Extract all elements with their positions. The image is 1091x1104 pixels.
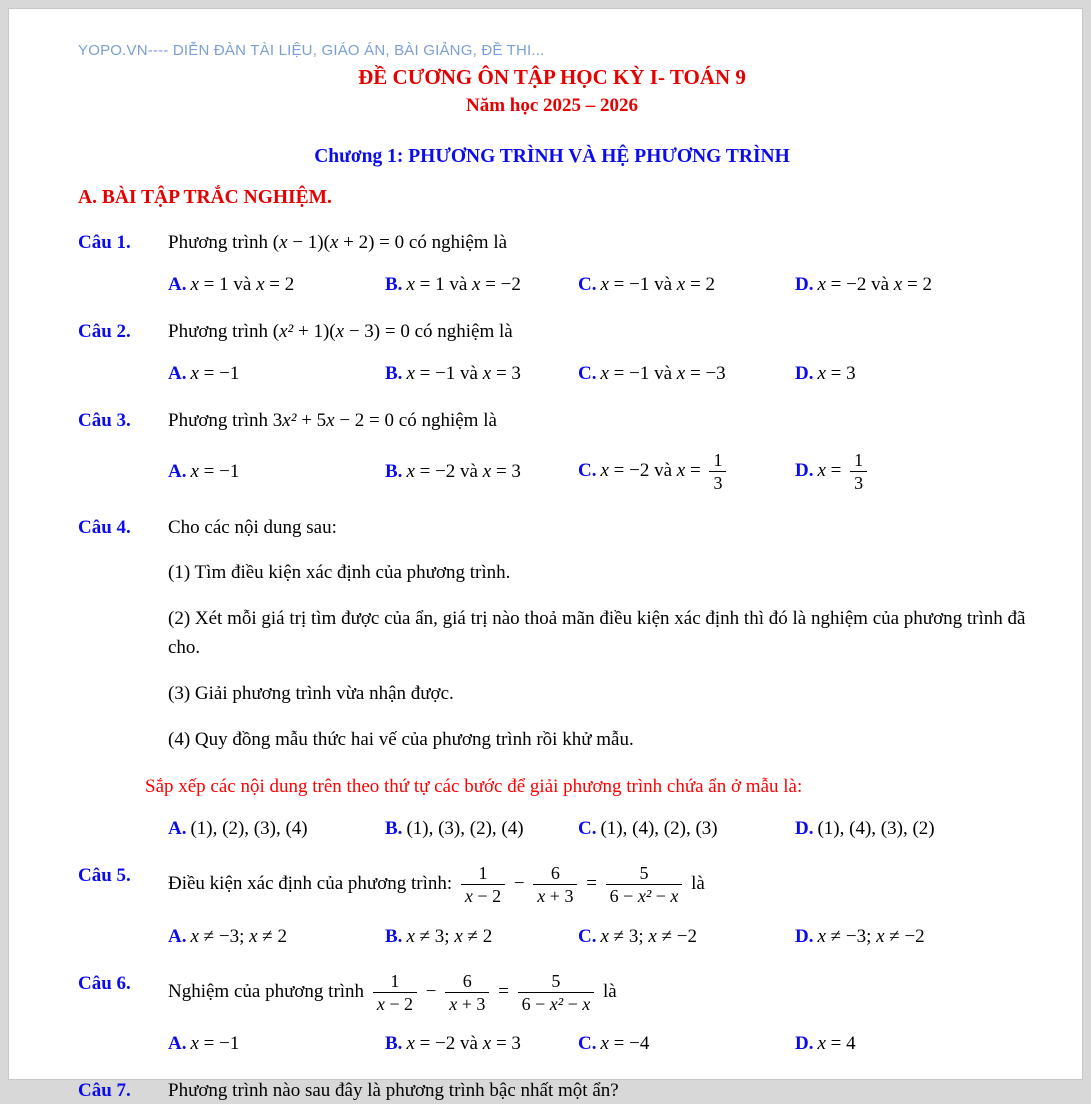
question-label: Câu 5.	[78, 865, 131, 887]
fraction-denominator	[850, 472, 867, 493]
answer-option	[795, 271, 1026, 298]
math-run: 1	[390, 970, 400, 991]
question-text: Phương trình (x − 1)(x + 2) = 0 có nghiệm là	[168, 232, 508, 253]
chapter-title: Chương 1: PHƯƠNG TRÌNH VÀ HỆ PHƯƠNG TRÌNH	[314, 146, 790, 167]
question-label: Câu 3.	[78, 410, 131, 431]
answer-option	[385, 923, 578, 950]
math-run: 6	[550, 863, 560, 884]
answer-option	[578, 923, 795, 950]
options-row	[168, 271, 1026, 298]
question-text: Phương trình (x² + 1)(x − 3) = 0 có nghiệm là	[168, 321, 513, 342]
math-run: x = −1	[190, 363, 240, 384]
question-block	[78, 407, 1026, 494]
question-text: Nghiệm của phương trình $\frac{1}{x - 2}$ − $\frac{6}{x + 3}$ = $\frac{5}{\text{6 − x² − x}}$ là	[168, 970, 617, 1014]
answer-option	[385, 360, 578, 387]
fraction-numerator	[709, 450, 726, 472]
fraction-denominator	[709, 472, 726, 493]
math-run: x = −1 và x = 3	[406, 363, 521, 384]
math-run: 3	[713, 473, 723, 494]
answer-option: B. (1), (3), (2), (4)	[385, 818, 524, 840]
option-letter: B.	[385, 363, 403, 384]
question-statement-item: (2) Xét mỗi giá trị tìm được của ẩn, giá trị nào thoả mãn điều kiện xác định thì đó là nghiệm của phương trình đã cho.	[168, 608, 1026, 659]
math-run: x = −1	[190, 1032, 240, 1054]
answer-option	[168, 360, 385, 387]
answer-option	[578, 449, 795, 494]
fraction	[533, 863, 577, 906]
math-run: x = −2 và x = 3	[406, 461, 521, 483]
fraction	[606, 863, 683, 906]
math-run: 3x² + 5x − 2 = 0	[272, 410, 395, 431]
question-statement-item: (4) Quy đồng mẫu thức hai vế của phương trình rồi khử mẫu.	[168, 729, 634, 751]
answer-option	[795, 360, 1026, 387]
options-row	[168, 815, 1026, 842]
fraction-numerator	[533, 863, 577, 885]
fraction-denominator	[518, 993, 595, 1014]
fraction-numerator	[445, 971, 489, 993]
math-run: x ≠ 3; x ≠ −2	[600, 925, 697, 947]
fraction-numerator	[850, 450, 867, 472]
options-row	[168, 360, 1026, 387]
math-run: 6 − x² − x	[521, 993, 591, 1014]
question-block	[78, 514, 1026, 842]
math-run: x = −1 và x = −3	[600, 363, 726, 384]
answer-option	[168, 923, 385, 950]
answer-option	[578, 1030, 795, 1057]
option-letter: C.	[578, 925, 597, 947]
answer-option	[795, 449, 1026, 494]
math-run: 3	[854, 473, 864, 494]
math-run: 5	[551, 970, 561, 991]
option-letter: B.	[385, 818, 403, 840]
answer-option	[795, 923, 1026, 950]
question-text: Điều kiện xác định của phương trình: $\frac{1}{x - 2}$ − $\frac{6}{x + 3}$ = $\frac{5}{\text{6 − x² − x}}$ là	[168, 863, 705, 907]
document-page	[8, 8, 1083, 1101]
math-run: x = 1 và x = 2	[190, 274, 295, 295]
fraction-numerator	[373, 971, 417, 993]
math-run: x + 3	[537, 886, 574, 907]
math-run: x ≠ −3; x ≠ 2	[190, 925, 287, 947]
option-letter: C.	[578, 363, 597, 384]
option-letter: B.	[385, 274, 403, 295]
math-run: =	[493, 980, 514, 1002]
math-run: 1	[478, 863, 488, 884]
question-label: Câu 2.	[78, 321, 131, 342]
fraction-numerator	[461, 863, 505, 885]
fraction	[518, 971, 595, 1014]
option-letter: C.	[578, 1032, 597, 1054]
math-run: 6 − x² − x	[609, 886, 679, 907]
question-text: Cho các nội dung sau:	[168, 517, 337, 539]
fraction-numerator	[518, 971, 595, 993]
fraction-denominator	[461, 885, 505, 906]
option-letter: B.	[385, 1032, 403, 1054]
math-run: x = −2 và x = 3	[406, 1032, 521, 1054]
question-text: Phương trình 3x² + 5x − 2 = 0 có nghiệm là	[168, 410, 497, 431]
math-run: 1	[854, 450, 864, 470]
answer-option: A. (1), (2), (3), (4)	[168, 818, 308, 840]
question-text: Phương trình nào sau đây là phương trình bậc nhất một ẩn?	[168, 1079, 619, 1101]
answer-option: D. (1), (4), (3), (2)	[795, 818, 935, 840]
option-letter: D.	[795, 925, 814, 947]
option-letter: A.	[168, 1032, 187, 1054]
option-letter: D.	[795, 460, 814, 482]
option-letter: D.	[795, 363, 814, 384]
question-statement-item: (3) Giải phương trình vừa nhận được.	[168, 683, 454, 705]
math-run: (x² + 1)(x − 3) = 0	[272, 321, 410, 342]
fraction	[461, 863, 505, 906]
math-run: x − 2	[464, 886, 502, 907]
option-letter: C.	[578, 818, 597, 840]
math-run: −	[509, 873, 530, 895]
answer-option	[385, 458, 578, 485]
math-run: x − 2	[376, 993, 413, 1014]
math-run: x = 4	[817, 1032, 856, 1054]
math-run: (x − 1)(x + 2) = 0	[272, 232, 405, 253]
options-row	[168, 923, 1026, 950]
math-run: x = −4	[600, 1032, 650, 1054]
fraction	[373, 971, 417, 1014]
math-run: x = 3	[817, 363, 856, 384]
questions-container	[78, 229, 1026, 1104]
question-label: Câu 6.	[78, 972, 131, 994]
fraction	[709, 450, 726, 493]
answer-option	[168, 1030, 385, 1057]
math-run: x = −1 và x = 2	[600, 274, 715, 295]
question-statement-item: (1) Tìm điều kiện xác định của phương trình.	[168, 562, 511, 584]
options-row	[168, 449, 1026, 494]
option-letter: A.	[168, 274, 187, 295]
option-letter: A.	[168, 818, 187, 840]
option-letter: B.	[385, 925, 403, 947]
math-run: x = −2 và x = 2	[817, 274, 932, 295]
option-letter: A.	[168, 363, 187, 384]
option-letter: A.	[168, 925, 187, 947]
option-letter: D.	[795, 274, 814, 295]
option-letter: D.	[795, 1032, 814, 1054]
document-subtitle: Năm học 2025 – 2026	[465, 95, 639, 116]
answer-option	[795, 1030, 1026, 1057]
answer-option	[578, 271, 795, 298]
question-label: Câu 7.	[78, 1079, 131, 1101]
math-run: x = −1	[190, 461, 240, 483]
option-letter: A.	[168, 461, 187, 483]
math-run: x + 3	[449, 993, 486, 1014]
fraction-denominator	[606, 885, 683, 906]
math-run: x =	[817, 460, 847, 482]
question-label: Câu 4.	[78, 517, 131, 539]
answer-option	[578, 360, 795, 387]
fraction-denominator	[373, 993, 417, 1014]
document-title: ĐỀ CƯƠNG ÔN TẬP HỌC KỲ I- TOÁN 9	[358, 65, 746, 89]
options-row	[168, 1030, 1026, 1057]
math-run: x ≠ −3; x ≠ −2	[817, 925, 925, 947]
fraction	[850, 450, 867, 493]
question-block	[78, 970, 1026, 1057]
answer-option: C. (1), (4), (2), (3)	[578, 818, 718, 840]
answer-option	[385, 1030, 578, 1057]
option-letter: D.	[795, 818, 814, 840]
math-run: x ≠ 3; x ≠ 2	[406, 925, 493, 947]
question-label: Câu 1.	[78, 232, 131, 253]
answer-option	[168, 458, 385, 485]
question-block	[78, 862, 1026, 949]
site-watermark-header: YOPO.VN---- DIỄN ĐÀN TÀI LIỆU, GIÁO ÁN, BÀI GIẢNG, ĐỀ THI...	[78, 42, 545, 59]
question-block	[78, 1077, 1026, 1104]
math-run: 5	[639, 863, 649, 884]
answer-option	[168, 271, 385, 298]
option-letter: C.	[578, 274, 597, 295]
question-note: Sắp xếp các nội dung trên theo thứ tự các bước để giải phương trình chứa ẩn ở mẫu là:	[145, 776, 803, 798]
math-run: 1	[713, 450, 723, 470]
math-run: x = −2 và x =	[600, 460, 706, 482]
option-letter: B.	[385, 461, 403, 483]
fraction	[445, 971, 489, 1014]
answer-option	[385, 271, 578, 298]
question-block	[78, 318, 1026, 387]
math-run: −	[420, 980, 442, 1002]
math-run: x = 1 và x = −2	[406, 274, 521, 295]
section-a-title: A. BÀI TẬP TRẮC NGHIỆM.	[78, 187, 332, 208]
math-run: 6	[462, 970, 472, 991]
option-letter: C.	[578, 460, 597, 482]
math-run: =	[581, 873, 602, 895]
fraction-denominator	[445, 993, 489, 1014]
fraction-denominator	[533, 885, 577, 906]
fraction-numerator	[606, 863, 683, 885]
question-block	[78, 229, 1026, 298]
